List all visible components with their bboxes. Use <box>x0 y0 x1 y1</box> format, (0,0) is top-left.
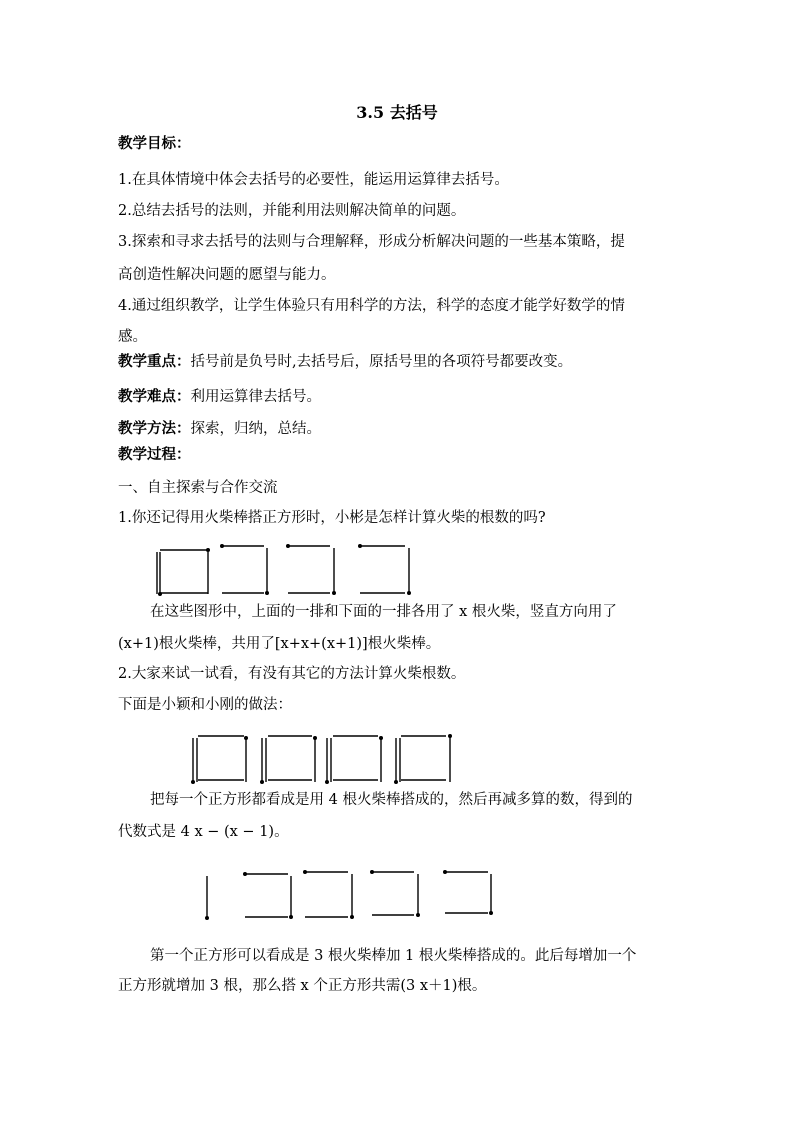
objective-item-4: 4.通过组织教学，让学生体验只有用科学的方法，科学的态度才能学好数学的情 <box>118 298 625 314</box>
difficulty-label: 教学难点： <box>118 388 191 405</box>
matchstick-figure-1 <box>150 538 420 604</box>
c-shape-matches <box>220 544 269 595</box>
paragraph-2-line-2: 代数式是 4 x − (x − 1)。 <box>118 824 289 840</box>
focus-text: 括号前是负号时,去括号后，原括号里的各项符号都要改变。 <box>190 354 573 370</box>
c-shape-matches <box>286 544 336 595</box>
teaching-method <box>118 419 678 439</box>
paragraph-3-line-1: 第一个正方形可以看成是 3 根火柴棒加 1 根火柴棒搭成的。此后每增加一个 <box>150 948 637 964</box>
focus-label: 教学重点： <box>118 353 191 370</box>
method-label: 教学方法： <box>118 420 191 437</box>
single-match <box>205 876 209 920</box>
c-shape-matches <box>243 872 293 919</box>
objective-item-4-cont: 感。 <box>118 329 147 345</box>
objective-item-3: 3.探索和寻求去括号的法则与合理解释，形成分析解决问题的一些基本策略，提 <box>118 234 625 250</box>
method-text: 探索，归纳，总结。 <box>190 421 321 437</box>
teaching-focus <box>118 352 678 372</box>
paragraph-1-line-2: (x+1)根火柴棒，共用了[x+x+(x+1)]根火柴棒。 <box>118 636 441 652</box>
paragraph-3-line-2: 正方形就增加 3 根，那么搭 x 个正方形共需(3 x＋1)根。 <box>118 978 487 994</box>
objective-item-2: 2.总结去括号的法则，并能利用法则解决简单的问题。 <box>118 203 466 219</box>
c-shape-matches <box>370 870 420 917</box>
paragraph-1-line-1: 在这些图形中，上面的一排和下面的一排各用了 x 根火柴，竖直方向用了 <box>150 604 617 620</box>
question-2: 2.大家来试一试看，有没有其它的方法计算火柴根数。 <box>118 666 466 682</box>
objective-item-1: 1.在具体情境中体会去括号的必要性，能运用运算律去括号。 <box>118 172 509 188</box>
process-heading: 教学过程： <box>118 446 191 463</box>
full-square-matches <box>157 548 210 596</box>
difficulty-text: 利用运算律去括号。 <box>190 389 321 405</box>
c-shape-matches <box>303 870 354 919</box>
paragraph-2-line-1: 把每一个正方形都看成是用 4 根火柴棒搭成的，然后再减多算的数，得到的 <box>150 792 633 808</box>
page-title: 3.5 去括号 <box>356 103 438 122</box>
c-shape-matches <box>358 544 411 595</box>
question-1: 1.你还记得用火柴棒搭正方形时，小彬是怎样计算火柴的根数的吗? <box>118 510 546 526</box>
objective-item-3-cont: 高创造性解决问题的愿望与能力。 <box>118 267 336 283</box>
teaching-difficulty <box>118 387 678 407</box>
full-square-matches <box>394 734 452 784</box>
matchstick-figure-3 <box>200 864 500 924</box>
methods-intro: 下面是小颖和小刚的做法： <box>118 697 292 713</box>
c-shape-matches <box>443 870 493 915</box>
full-square-matches <box>260 736 317 784</box>
matchstick-figure-2 <box>188 728 468 788</box>
section-heading: 一、自主探索与合作交流 <box>118 480 278 496</box>
objectives-heading: 教学目标： <box>118 135 191 152</box>
full-square-matches <box>325 736 383 784</box>
full-square-matches <box>191 736 248 784</box>
